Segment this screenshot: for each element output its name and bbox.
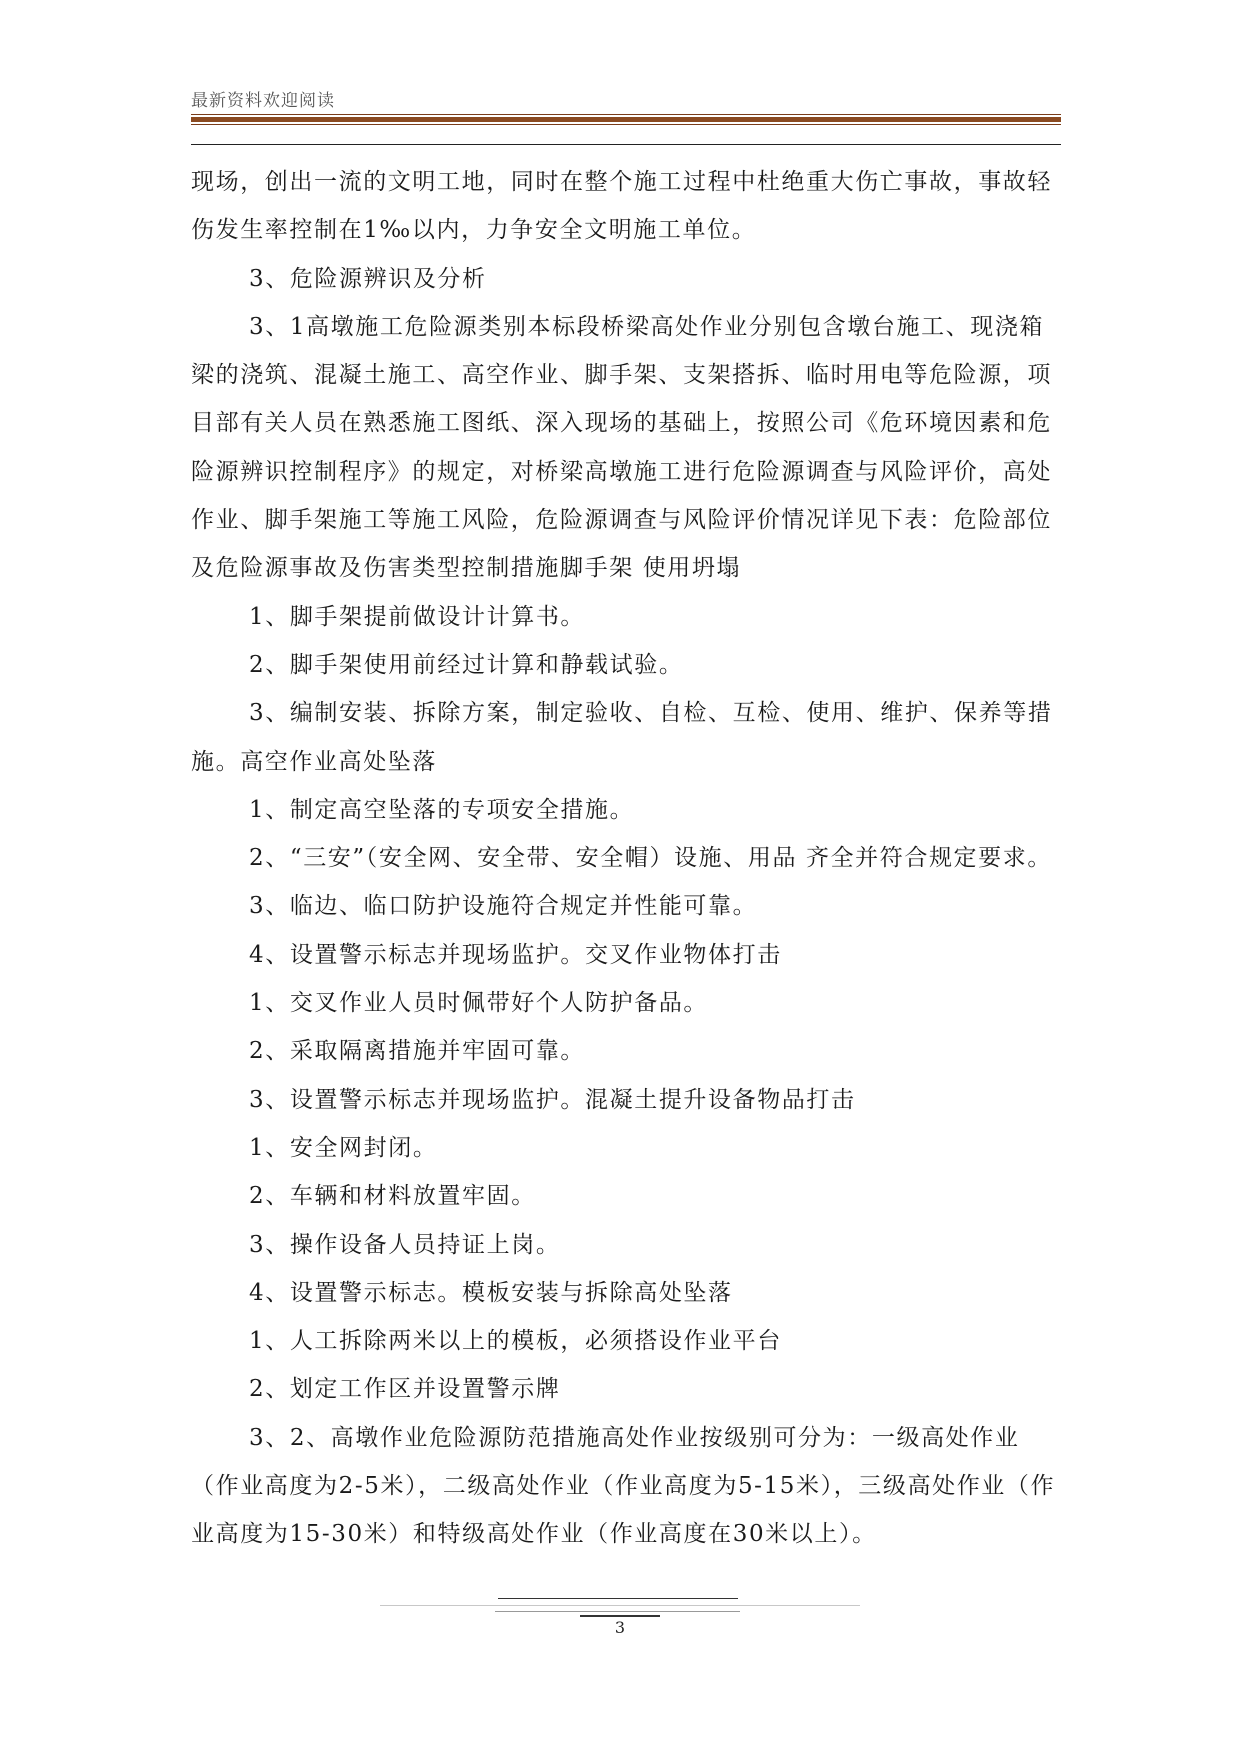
- page-number: 3: [614, 1618, 626, 1637]
- list-item: 4、设置警示标志并现场监护。交叉作业物体打击: [249, 941, 782, 968]
- list-item: 2、车辆和材料放置牢固。: [249, 1183, 536, 1210]
- paragraph: 3、2、高墩作业危险源防范措施高处作业按级别可分为：一级高处作业（作业高度为2-5米），二级高处作业（作业高度为5-15米），三级高处作业（作业高度为15-30米）和特级高处作业（作业高度在30米以上）。: [191, 1424, 1056, 1548]
- header-rule-thin-bottom: [191, 124, 1061, 125]
- list-item: 3、操作设备人员持证上岗。: [249, 1231, 561, 1258]
- page-footer: [380, 1598, 860, 1658]
- page-header: [191, 86, 1061, 110]
- list-item: 2、“三安”（安全网、安全带、安全帽）设施、用品 齐全并符合规定要求。: [249, 845, 1052, 872]
- footer-rule: [580, 1615, 660, 1617]
- list-item: 2、采取隔离措施并牢固可靠。: [249, 1038, 586, 1065]
- list-item: 1、制定高空坠落的专项安全措施。: [249, 796, 635, 823]
- paragraph: 现场，创出一流的文明工地，同时在整个施工过程中杜绝重大伤亡事故，事故轻伤发生率控制在1‰以内，力争安全文明施工单位。: [191, 169, 1052, 244]
- document-body: [191, 158, 1061, 1559]
- header-rule-thin-top: [191, 114, 1061, 115]
- list-item: 3、临边、临口防护设施符合规定并性能可靠。: [249, 893, 758, 920]
- list-item: 2、划定工作区并设置警示牌: [249, 1376, 561, 1403]
- header-rule-black: [191, 144, 1061, 145]
- header-text: 最新资料欢迎阅读: [191, 91, 335, 111]
- list-item: 1、交叉作业人员时佩带好个人防护备品。: [249, 990, 709, 1017]
- footer-rule: [498, 1598, 738, 1599]
- list-item: 3、编制安装、拆除方案，制定验收、自检、互检、使用、维护、保养等措施。高空作业高处坠落: [191, 700, 1053, 775]
- list-item: 2、脚手架使用前经过计算和静载试验。: [249, 651, 684, 678]
- list-item: 3、设置警示标志并现场监护。混凝土提升设备物品打击: [249, 1086, 856, 1113]
- list-item: 1、安全网封闭。: [249, 1134, 438, 1161]
- list-item: 1、人工拆除两米以上的模板，必须搭设作业平台: [249, 1328, 782, 1355]
- footer-rule: [495, 1611, 740, 1612]
- section-heading: 3、危险源辨识及分析: [249, 265, 487, 292]
- list-item: 1、脚手架提前做设计计算书。: [249, 603, 586, 630]
- paragraph: 3、1高墩施工危险源类别本标段桥梁高处作业分别包含墩台施工、现浇箱梁的浇筑、混凝土施工、高空作业、脚手架、支架搭拆、临时用电等危险源，项目部有关人员在熟悉施工图纸、深入现场的基础上，按照公司《危环境因素和危险源辨识控制程序》的规定，对桥梁高墩施工进行危险源调查与风险评价，高处作业、脚手架施工等施工风险，危险源调查与风险评价情况详见下表：危险部位及危险源事故及伤害类型控制措施脚手架 使用坍塌: [191, 313, 1052, 582]
- header-rule-thick: [191, 117, 1061, 122]
- footer-rule: [380, 1605, 860, 1606]
- list-item: 4、设置警示标志。模板安装与拆除高处坠落: [249, 1279, 733, 1306]
